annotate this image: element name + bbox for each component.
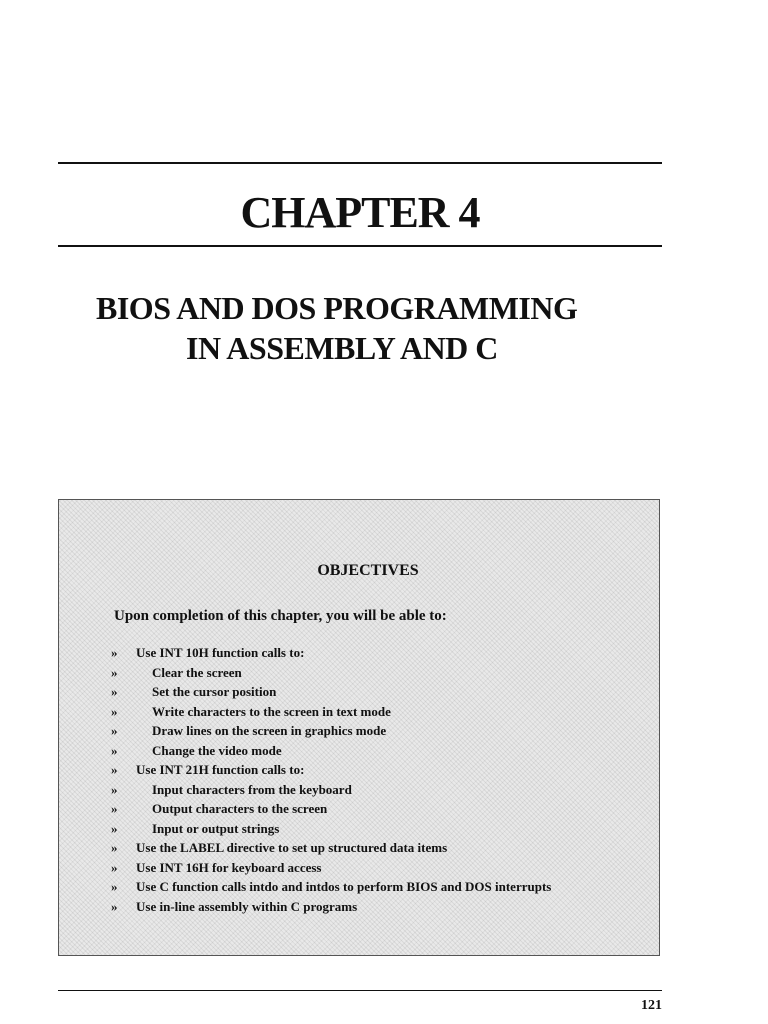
- bullet-icon: »: [111, 898, 118, 914]
- bullet-icon: »: [111, 723, 118, 738]
- objectives-list: [111, 643, 551, 916]
- chapter-title: [58, 288, 662, 368]
- bullet-icon: »: [111, 801, 118, 816]
- objective-text: Use INT 21H function calls to:: [136, 762, 305, 777]
- list-item: [111, 663, 551, 683]
- list-item: [111, 643, 551, 663]
- bullet-icon: »: [111, 645, 118, 660]
- chapter-title-line-1: BIOS AND DOS PROGRAMMING: [96, 290, 578, 326]
- list-item: [111, 877, 551, 897]
- objectives-heading: OBJECTIVES: [317, 562, 419, 579]
- bullet-icon: »: [111, 664, 118, 680]
- objective-text: Use INT 10H function calls to:: [136, 645, 305, 660]
- chapter-label: CHAPTER 4: [240, 188, 480, 237]
- bullet-icon: »: [111, 840, 118, 855]
- list-item: [111, 702, 551, 722]
- list-item: [111, 741, 551, 761]
- objective-text: Write characters to the screen in text mode: [152, 703, 391, 719]
- objective-text: Change the video mode: [152, 742, 282, 758]
- objective-text: Use the LABEL directive to set up structured data items: [136, 840, 448, 855]
- list-item: [111, 780, 551, 800]
- list-item: [111, 721, 551, 741]
- footer-rule: [58, 990, 662, 991]
- bullet-icon: »: [111, 684, 118, 699]
- list-item: [111, 819, 551, 839]
- top-rule: [58, 162, 662, 164]
- list-item: [111, 897, 551, 917]
- bullet-icon: »: [111, 762, 118, 777]
- list-item: [111, 858, 551, 878]
- objective-text: Set the cursor position: [152, 684, 277, 699]
- objective-text: Clear the screen: [152, 664, 242, 680]
- objective-text: Input or output strings: [152, 820, 280, 836]
- bullet-icon: »: [111, 781, 118, 797]
- bullet-icon: »: [111, 703, 118, 719]
- objective-text: Draw lines on the screen in graphics mode: [152, 723, 387, 738]
- page-number: 121: [641, 998, 662, 1013]
- objective-text: Use INT 16H for keyboard access: [136, 859, 322, 875]
- objective-text: Output characters to the screen: [152, 801, 328, 816]
- bullet-icon: »: [111, 742, 118, 758]
- list-item: [111, 838, 551, 858]
- bullet-icon: »: [111, 859, 118, 875]
- bullet-icon: »: [111, 820, 118, 836]
- objective-text: Use in-line assembly within C programs: [136, 898, 358, 914]
- chapter-title-line-2: IN ASSEMBLY AND C: [186, 330, 498, 366]
- objectives-intro: Upon completion of this chapter, you will be able to:: [114, 608, 447, 624]
- objective-text: Input characters from the keyboard: [152, 781, 352, 797]
- list-item: [111, 682, 551, 702]
- list-item: [111, 760, 551, 780]
- list-item: [111, 799, 551, 819]
- middle-rule: [58, 245, 662, 247]
- bullet-icon: »: [111, 879, 118, 894]
- objectives-box: [58, 499, 660, 956]
- objective-text: Use C function calls intdo and intdos to perform BIOS and DOS interrupts: [136, 879, 552, 894]
